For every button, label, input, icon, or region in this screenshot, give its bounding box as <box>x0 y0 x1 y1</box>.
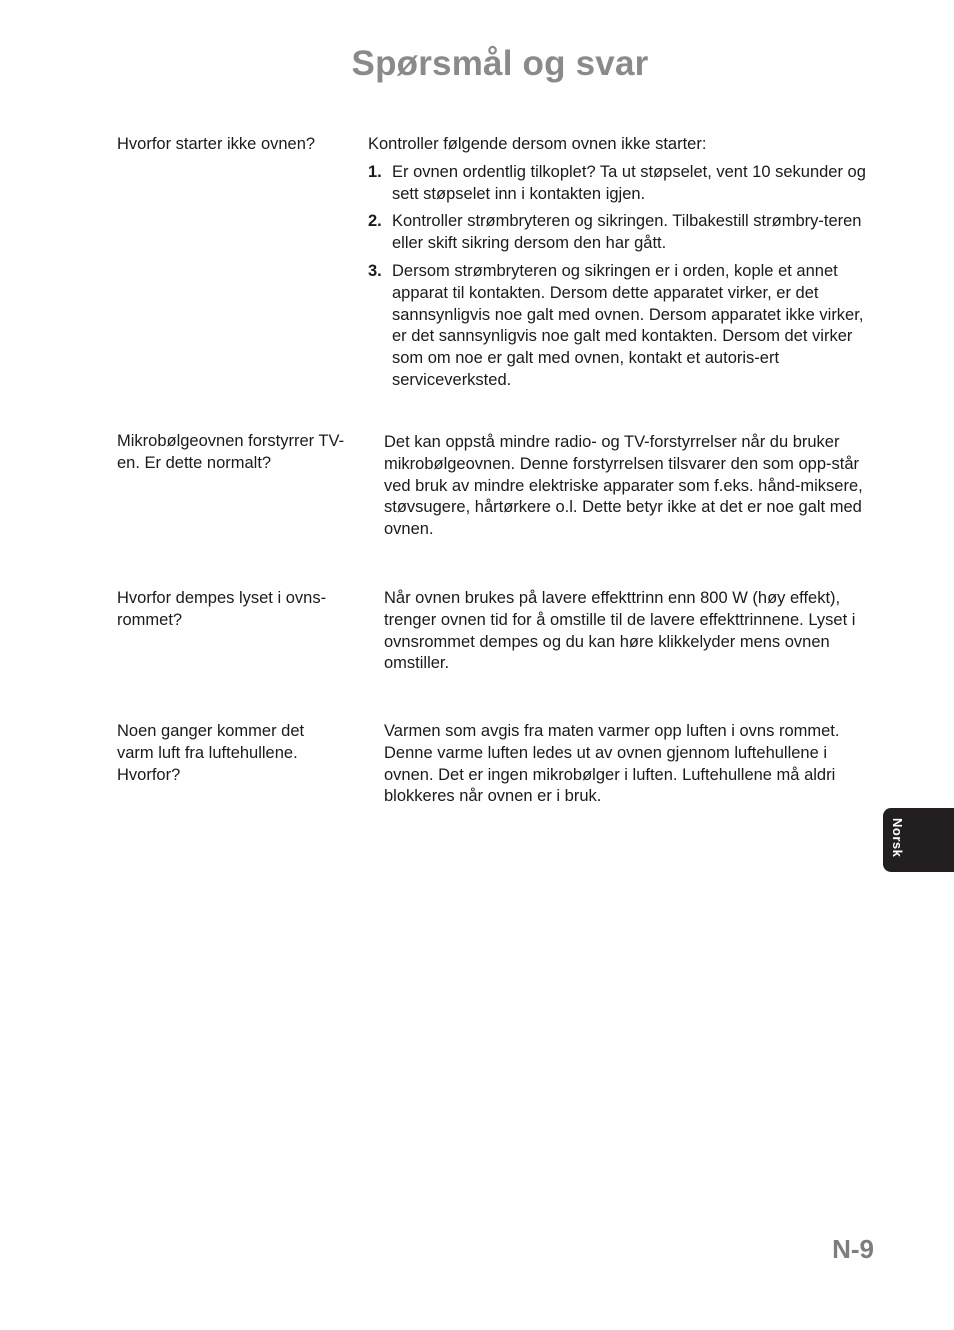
answer-1 <box>368 134 878 398</box>
page-title: Spørsmål og svar <box>351 44 649 83</box>
list-item <box>368 261 878 392</box>
list-item <box>368 211 878 255</box>
step-text: Kontroller strømbryteren og sikringen. Tilbakestill strømbry-teren eller skift sikring dersom den har gått. <box>392 212 862 253</box>
language-tab-label: Norsk <box>890 818 905 858</box>
question-4: Noen ganger kommer det varm luft fra luftehullene. Hvorfor? <box>117 722 305 784</box>
question-2: Mikrobølgeovnen forstyrrer TV-en. Er dette normalt? <box>117 432 345 472</box>
answer-1-intro: Kontroller følgende dersom ovnen ikke starter: <box>368 135 707 153</box>
question-3: Hvorfor dempes lyset i ovns-rommet? <box>117 589 327 629</box>
step-number: 2. <box>368 212 382 231</box>
step-text: Dersom strømbryteren og sikringen er i orden, kople et annet apparat til kontakten. Dersom dette apparatet virker, er det sannsynligvis noe galt med ovnen. Dersom apparatet ikke virker, er det sannsynligvis noe galt med kontakten. Dersom det virker som om noe er galt med ovnen, kontakt et autoris-ert serviceverksted. <box>392 261 864 389</box>
answer-3: Når ovnen brukes på lavere effekttrinn enn 800 W (høy effekt), trenger ovnen tid for å omstille til de lavere effekttrinnene. Lyset i ovnsrommet dempes og du kan høre klikkelyder mens ovnen omstiller. <box>384 589 856 673</box>
step-number: 3. <box>368 261 382 280</box>
answer-4: Varmen som avgis fra maten varmer opp luften i ovns rommet. Denne varme luften ledes ut av ovnen gjennom luftehullene i ovnen. Det er ingen mikrobølger i luften. Luftehullene må aldri blokkeres når ovnen er i bruk. <box>384 722 840 806</box>
answer-2: Det kan oppstå mindre radio- og TV-forstyrrelser når du bruker mikrobølgeovnen. Denne forstyrrelsen tilsvarer den som opp-står ved bruk av mindre elektriske apparater som f.eks. hånd-miksere, støvsugere, hårtørkere o.l. Dette betyr ikke at det er noe galt med ovnen. <box>384 433 863 539</box>
step-number: 1. <box>368 162 382 181</box>
list-item <box>368 162 878 206</box>
page-number: N-9 <box>832 1234 874 1264</box>
step-text: Er ovnen ordentlig tilkoplet? Ta ut støpselet, vent 10 sekunder og sett støpselet inn i kontakten igjen. <box>392 162 866 203</box>
steps-list <box>368 162 878 392</box>
question-1: Hvorfor starter ikke ovnen? <box>117 135 316 153</box>
